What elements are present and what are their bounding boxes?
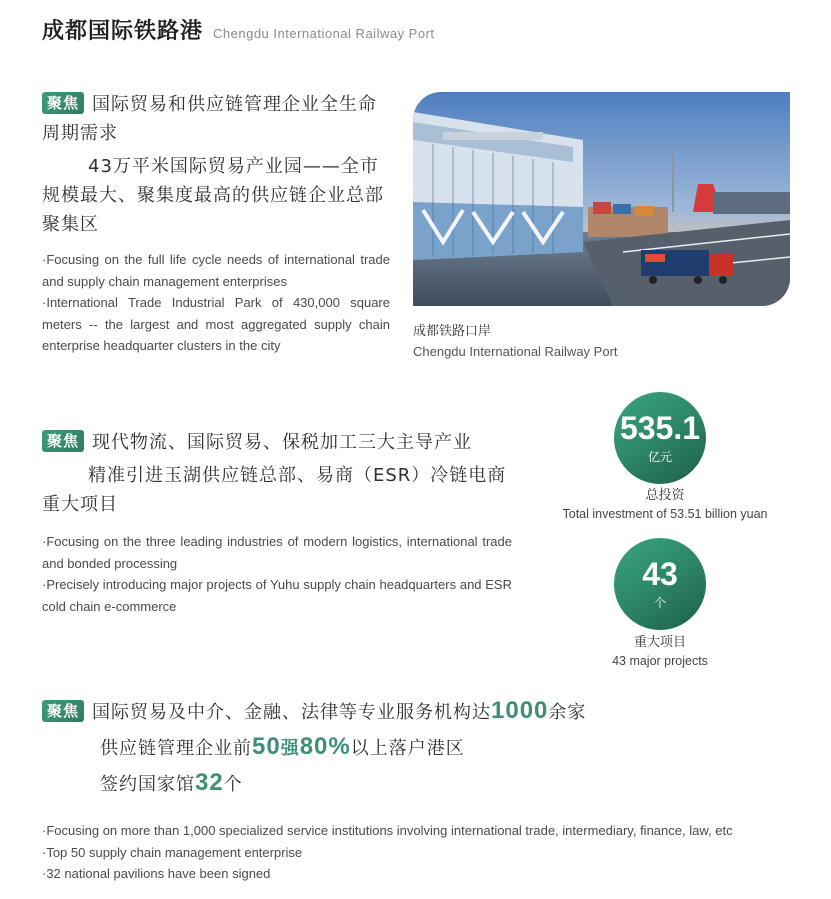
section1-cn-line2: 43万平米国际贸易产业园——全市规模最大、聚集度最高的供应链企业总部聚集区 — [42, 156, 384, 235]
section3-line3 — [42, 766, 802, 802]
stat-value: 535.1 — [619, 409, 701, 446]
highlight-50: 50 — [252, 733, 281, 760]
highlight-80pct: 80% — [299, 733, 351, 760]
section3-en — [42, 820, 792, 885]
page-header — [42, 14, 435, 45]
focus-badge: 聚焦 — [42, 430, 84, 452]
section1-en-p2: ·International Trade Industrial Park of 430,000 square meters -- the largest and most aggregated supply chain enterprise headquarter clusters in the city — [42, 295, 390, 353]
stat-label-cn: 总投资 — [645, 488, 685, 503]
section-services — [42, 694, 802, 885]
section-industries — [42, 428, 512, 617]
section3-line3-text: 签约国家馆 — [100, 774, 195, 795]
highlight-qiang: 强 — [280, 738, 300, 759]
section3-line2-suffix: 以上落户港区 — [350, 738, 465, 759]
focus-badge: 聚焦 — [42, 700, 84, 722]
stat-unit: 亿元 — [647, 449, 672, 464]
railway-port-photo — [413, 92, 790, 306]
stat-circle-projects — [614, 538, 706, 630]
section2-cn-line1: 现代物流、国际贸易、保税加工三大主导产业 — [92, 432, 473, 453]
section3-line2-text: 供应链管理企业前 — [100, 738, 252, 759]
highlight-1000: 1000 — [491, 697, 549, 724]
section1-cn-line1: 国际贸易和供应链管理企业全生命周期需求 — [42, 94, 378, 144]
photo-caption-cn: 成都铁路口岸 — [413, 324, 492, 339]
photo-caption-en: Chengdu International Railway Port — [413, 344, 618, 359]
page-subtitle: Chengdu International Railway Port — [213, 26, 435, 41]
stat-circle-investment — [614, 392, 706, 484]
section-lifecycle — [42, 90, 390, 357]
section3-en-p1: ·Focusing on more than 1,000 specialized service institutions involving international trade, intermediary, finance, law, etc — [42, 823, 733, 838]
section1-en — [42, 249, 390, 357]
stat-value: 43 — [642, 555, 678, 592]
focus-badge: 聚焦 — [42, 92, 84, 114]
section2-en-p2: ·Precisely introducing major projects of Yuhu supply chain headquarters and ESR cold chain e-commerce — [42, 577, 512, 614]
section2-en — [42, 531, 512, 617]
section2-heading — [42, 428, 512, 457]
stat-label-projects — [560, 634, 760, 670]
stat-label-cn: 重大项目 — [633, 635, 686, 650]
stat-label-investment — [540, 487, 790, 523]
section3-en-p3: ·32 national pavilions have been signed — [42, 866, 271, 881]
section3-line1 — [42, 694, 802, 730]
section3-line2 — [42, 730, 802, 766]
section1-en-p1: ·Focusing on the full life cycle needs of international trade and supply chain management enterprises — [42, 252, 390, 289]
section3-line1-suffix: 余家 — [548, 702, 587, 723]
stat-unit: 个 — [653, 595, 666, 610]
section3-en-p2: ·Top 50 supply chain management enterprise — [42, 844, 303, 860]
section3-line3-suffix: 个 — [223, 774, 243, 795]
section2-en-p1: ·Focusing on the three leading industries of modern logistics, international trade and bonded processing — [42, 534, 512, 571]
section1-heading — [42, 90, 390, 148]
highlight-32: 32 — [195, 769, 224, 796]
stat-label-en: Total investment of 53.51 billion yuan — [562, 507, 768, 521]
photo-caption — [413, 322, 618, 362]
page-title: 成都国际铁路港 — [42, 19, 204, 44]
section3-line1-text: 国际贸易及中介、金融、法律等专业服务机构达 — [92, 702, 492, 723]
stat-label-en: 43 major projects — [612, 654, 708, 668]
section2-cn-line2: 精准引进玉湖供应链总部、易商（ESR）冷链电商重大项目 — [42, 465, 507, 515]
